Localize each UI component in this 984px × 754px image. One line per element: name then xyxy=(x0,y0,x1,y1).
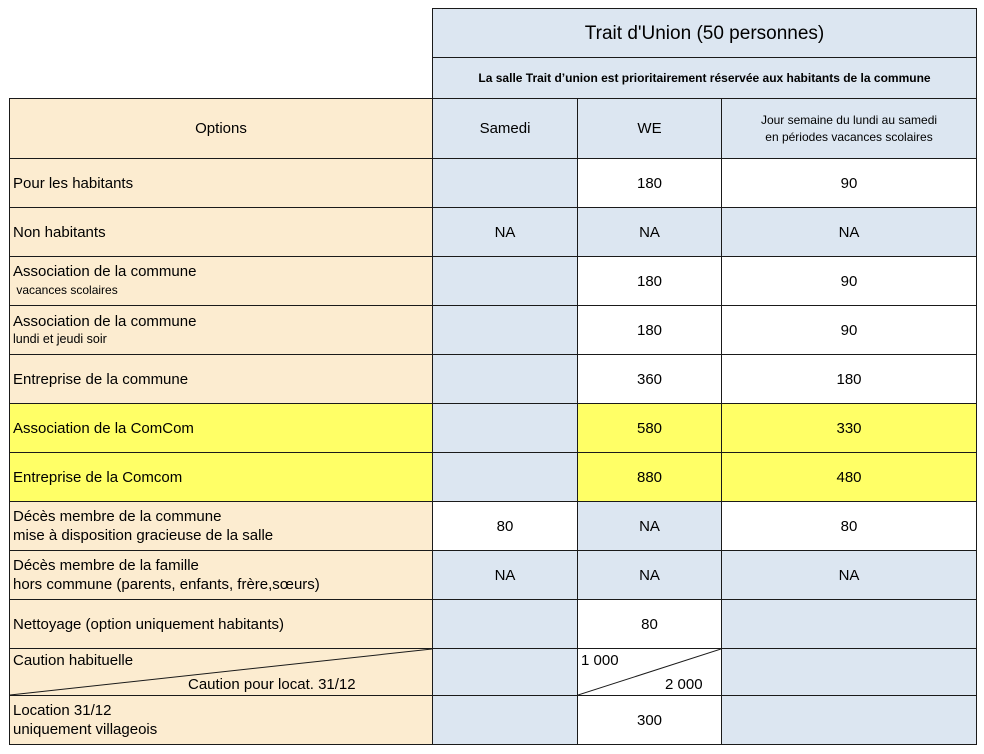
cell-samedi xyxy=(432,599,578,649)
cell-semaine xyxy=(721,207,977,257)
row-label xyxy=(9,695,433,745)
cell-semaine xyxy=(721,695,977,745)
cell-semaine xyxy=(721,599,977,649)
row-label xyxy=(9,599,433,649)
row-label-text: Caution habituelle xyxy=(13,652,134,669)
cell-we xyxy=(577,452,722,502)
row-label-text: Pour les habitants xyxy=(13,174,134,192)
cell-we xyxy=(577,207,722,257)
cell-we-value: NA xyxy=(639,223,660,241)
row-label-text: Entreprise de la commune xyxy=(13,370,189,388)
row-label-text: Non habitants xyxy=(13,223,106,241)
row-label-text: Nettoyage (option uniquement habitants) xyxy=(13,615,285,633)
cell-semaine-value: 180 xyxy=(836,370,862,388)
cell-samedi xyxy=(432,256,578,306)
cell-semaine xyxy=(721,501,977,551)
row-label xyxy=(9,207,433,257)
cell-semaine xyxy=(721,452,977,502)
cell-samedi xyxy=(432,158,578,208)
row-label-text: Décès membre de la famille xyxy=(13,557,199,574)
cell-semaine xyxy=(721,354,977,404)
row-sublabel-text: Caution pour locat. 31/12 xyxy=(188,676,356,693)
cell-semaine xyxy=(721,305,977,355)
row-sublabel-text: uniquement villageois xyxy=(13,721,158,738)
cell-we-value: 180 xyxy=(636,321,663,339)
row-label xyxy=(9,550,433,600)
column-header-semaine-line2: en périodes vacances scolaires xyxy=(765,129,933,144)
cell-we-value: NA xyxy=(639,517,660,535)
cell-samedi xyxy=(432,354,578,404)
cell-we-value: NA xyxy=(639,566,660,584)
cell-we xyxy=(577,599,722,649)
cell-we-value: 180 xyxy=(636,174,663,192)
cell-samedi-value: NA xyxy=(494,566,516,584)
row-label xyxy=(9,501,433,551)
cell-we-top-value: 1 000 xyxy=(581,652,619,669)
cell-samedi xyxy=(432,403,578,453)
cell-semaine-value: NA xyxy=(838,223,860,241)
cell-semaine-value: 330 xyxy=(836,419,862,437)
cell-semaine-value: 80 xyxy=(840,517,858,535)
row-label xyxy=(9,403,433,453)
cell-semaine-value: 90 xyxy=(840,321,858,339)
cell-semaine-value: 480 xyxy=(836,468,862,486)
cell-we xyxy=(577,305,722,355)
cell-samedi xyxy=(432,452,578,502)
column-header-samedi-text: Samedi xyxy=(479,120,531,137)
cell-semaine xyxy=(721,648,977,696)
row-label xyxy=(9,452,433,502)
row-label xyxy=(9,354,433,404)
cell-samedi xyxy=(432,501,578,551)
column-header-options xyxy=(9,98,433,159)
cell-samedi xyxy=(432,305,578,355)
row-label-text: Association de la commune xyxy=(13,263,197,280)
cell-semaine-value: 90 xyxy=(840,174,858,192)
notice-row xyxy=(432,57,977,99)
cell-we xyxy=(577,695,722,745)
cell-we xyxy=(577,501,722,551)
row-label xyxy=(9,158,433,208)
row-sublabel-text: lundi et jeudi soir xyxy=(13,332,107,346)
cell-we xyxy=(577,256,722,306)
row-label-text: Entreprise de la Comcom xyxy=(13,468,183,486)
cell-we-value: 180 xyxy=(636,272,663,290)
cell-we-split xyxy=(577,648,722,696)
cell-we xyxy=(577,354,722,404)
row-label xyxy=(9,256,433,306)
cell-semaine xyxy=(721,256,977,306)
row-label-text: Location 31/12 xyxy=(13,702,112,719)
cell-semaine-value: NA xyxy=(838,566,860,584)
row-label-text: Association de la ComCom xyxy=(13,419,194,437)
row-sublabel-text: hors commune (parents, enfants, frère,sœurs) xyxy=(13,576,320,593)
row-label xyxy=(9,305,433,355)
column-header-samedi xyxy=(432,98,578,159)
cell-semaine xyxy=(721,550,977,600)
row-sublabel-text: vacances scolaires xyxy=(13,283,118,297)
cell-semaine-value: 90 xyxy=(840,272,858,290)
cell-we-value: 880 xyxy=(636,468,663,486)
table-title xyxy=(432,8,977,58)
cell-we xyxy=(577,550,722,600)
table-title-text: Trait d'Union (50 personnes) xyxy=(584,22,825,44)
cell-samedi xyxy=(432,550,578,600)
cell-samedi-value: 80 xyxy=(496,517,514,535)
cell-we-value: 580 xyxy=(636,419,663,437)
column-header-semaine xyxy=(721,98,977,159)
cell-we-value: 80 xyxy=(641,615,658,633)
cell-we-value: 360 xyxy=(636,370,663,388)
cell-we xyxy=(577,158,722,208)
cell-samedi-value: NA xyxy=(494,223,516,241)
cell-we-value: 300 xyxy=(636,711,663,729)
column-header-options-text: Options xyxy=(195,120,247,137)
cell-we-bottom-value: 2 000 xyxy=(665,676,703,693)
column-header-we-text: WE xyxy=(637,120,662,137)
row-sublabel-text: mise à disposition gracieuse de la salle xyxy=(13,527,274,544)
cell-samedi xyxy=(432,648,578,696)
row-label-text: Décès membre de la commune xyxy=(13,508,222,525)
row-label-split xyxy=(9,648,433,696)
column-header-semaine-line1: Jour semaine du lundi au samedi xyxy=(760,112,938,127)
cell-semaine xyxy=(721,403,977,453)
cell-samedi xyxy=(432,207,578,257)
notice-text: La salle Trait d’union est prioritairement réservée aux habitants de la commune xyxy=(478,70,931,85)
cell-we xyxy=(577,403,722,453)
row-label-text: Association de la commune xyxy=(13,313,197,330)
column-header-we xyxy=(577,98,722,159)
cell-samedi xyxy=(432,695,578,745)
cell-semaine xyxy=(721,158,977,208)
